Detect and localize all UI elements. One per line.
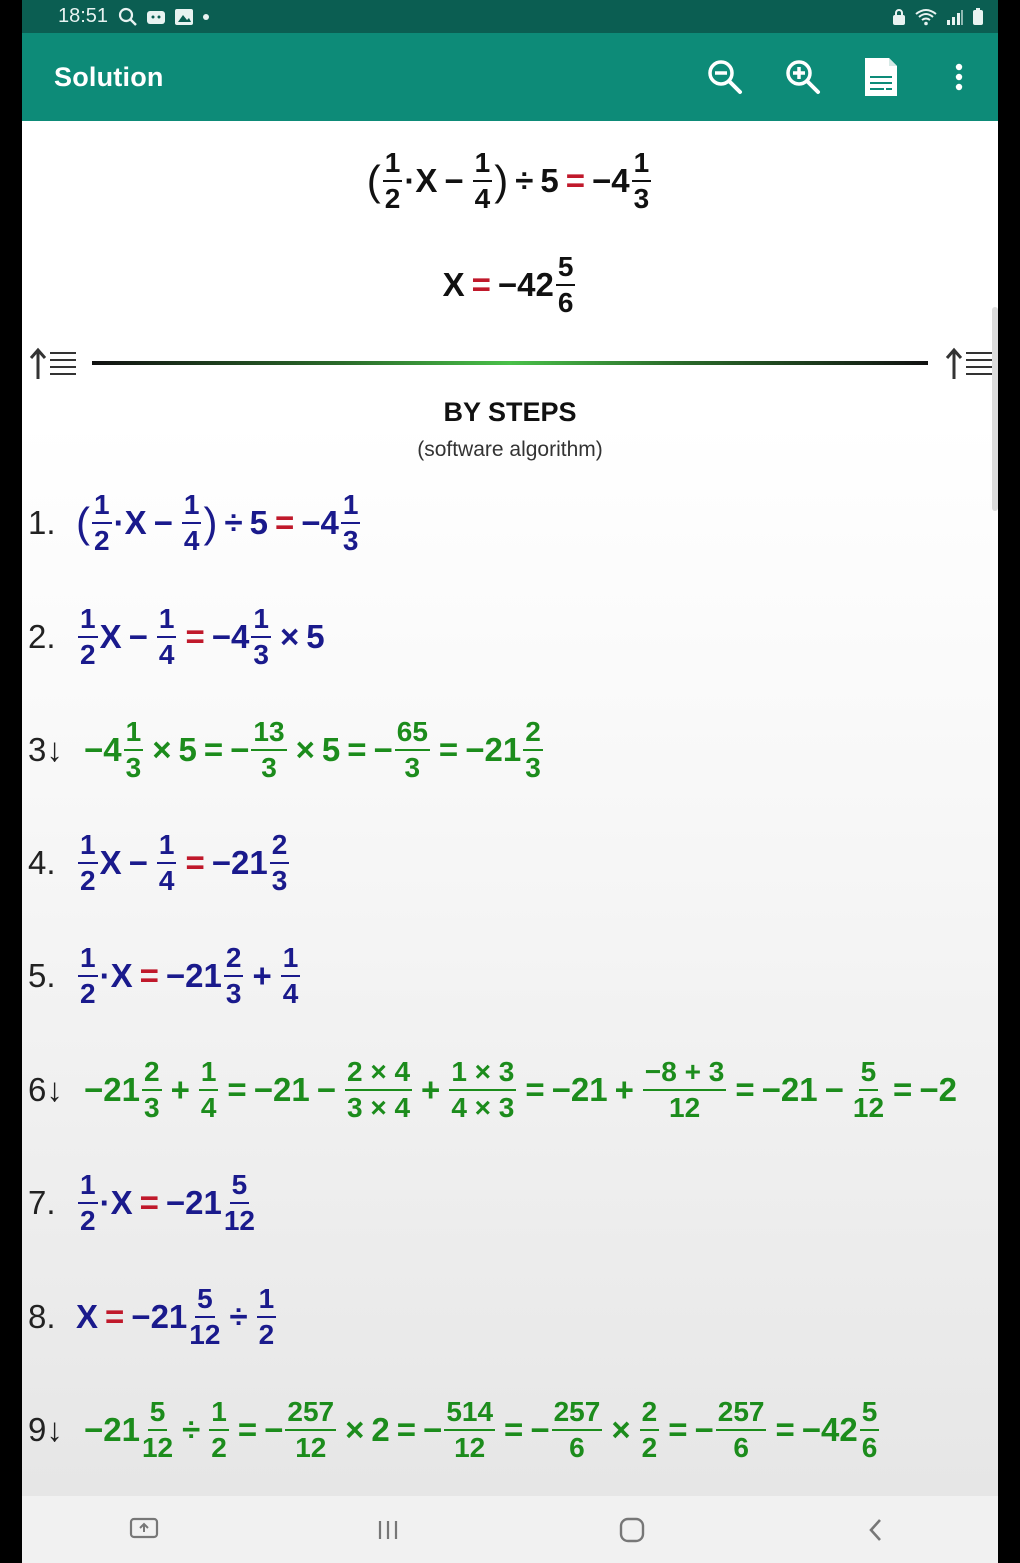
image-notification-icon (174, 8, 194, 26)
status-bar (22, 0, 998, 33)
zoom-out-button[interactable] (686, 33, 764, 121)
step-expression: −4 $\frac{1}{3}$ × 5 = − $\frac{13}{3}$ × 5 = − $\frac{65}{3}$ = −21 $\frac{2}{3}$ (84, 716, 541, 783)
search-notification-icon (118, 7, 138, 27)
fraction: $\frac{1}{2}$ (80, 829, 96, 896)
fraction: $\frac{5}{6}$ (861, 1396, 878, 1463)
step-2 (28, 605, 325, 669)
fraction: $\frac{514}{12}$ (446, 1396, 494, 1463)
step-expression: $\frac{1}{2}$ X − $\frac{1}{4}$ = −4 $\frac{1}{3}$ × 5 (80, 603, 325, 670)
arrow-down-icon: ↓ (46, 1411, 63, 1448)
fraction: $\frac{1}{2}$ (80, 942, 96, 1009)
fraction: $\frac{5}{12}$ (141, 1396, 174, 1463)
fraction: $\frac{-8 + 3}{12}$ (644, 1056, 725, 1123)
arrow-down-icon: ↓ (46, 731, 63, 768)
fraction: $\frac{1}{4}$ (282, 942, 299, 1009)
step-number: 2. (28, 618, 56, 655)
solution-content[interactable] (22, 121, 998, 1496)
step-expression: $\frac{1}{2}$ · X = −21 $\frac{2}{3}$ + $\frac{1}{4}$ (80, 942, 299, 1009)
document-button[interactable] (842, 33, 920, 121)
zoom-in-button[interactable] (764, 33, 842, 121)
fraction: $\frac{1}{3}$ (253, 603, 269, 670)
answer (22, 253, 998, 317)
step-number: 8. (28, 1298, 56, 1335)
step-8 (28, 1285, 278, 1349)
page-title: Solution (54, 61, 164, 92)
step-expression: $\frac{1}{2}$ · X = −21 $\frac{5}{12}$ (80, 1169, 256, 1236)
step-3 (28, 718, 545, 782)
fraction: $\frac{1 \times 3}{4 \times 3}$ (451, 1056, 515, 1123)
recent-apps-icon (376, 1518, 400, 1542)
step-1 (28, 491, 362, 555)
fraction: $\frac{1}{3}$ (125, 716, 142, 783)
step-7 (28, 1171, 257, 1235)
fraction: $\frac{1}{2}$ (258, 1283, 275, 1350)
step-9 (28, 1398, 881, 1462)
status-time: 18:51 (58, 5, 109, 27)
fraction: $\frac{1}{4}$ (183, 489, 200, 556)
fraction: $\frac{2}{3}$ (143, 1056, 160, 1123)
fraction: $\frac{2}{3}$ (225, 942, 242, 1009)
back-button[interactable] (846, 1500, 906, 1560)
fraction: $\frac{65}{3}$ (396, 716, 428, 783)
fraction: $\frac{5}{12}$ (223, 1169, 256, 1236)
fraction: $\frac{2}{3}$ (271, 829, 288, 896)
steps-subtitle: (software algorithm) (417, 438, 603, 461)
step-number: 5. (28, 957, 56, 994)
fraction: $\frac{1}{3}$ (633, 147, 650, 214)
app-window (22, 0, 998, 1563)
step-number: 7. (28, 1184, 56, 1221)
zoom-out-icon (707, 59, 743, 95)
fraction: $\frac{2}{2}$ (641, 1396, 658, 1463)
step-expression: X = −21 $\frac{5}{12}$ ÷ $\frac{1}{2}$ (76, 1283, 275, 1350)
fraction: $\frac{5}{12}$ (189, 1283, 221, 1350)
collapse-steps-icon-right[interactable] (944, 345, 996, 381)
step-4 (28, 831, 291, 895)
fraction: $\frac{1}{2}$ (94, 489, 110, 556)
step-expression: ( $\frac{1}{2}$ · X − $\frac{1}{4}$ ) ÷ 5 = −4 $\frac{1}{3}$ (76, 489, 359, 556)
step-expression: −21 $\frac{2}{3}$ + $\frac{1}{4}$ = −21 − $\frac{2 \times 4}{3 \times 4}$ + $\frac{1 \times 3}{4 \times 3}$ = −21 + $\frac{-8 + 3}{12}$ = −21 − $\frac{5}{12}$ = −2 (84, 1056, 957, 1123)
divider-line (92, 361, 928, 365)
step-number: 9 ↓ (28, 1411, 63, 1448)
overflow-menu-button[interactable] (920, 33, 998, 121)
fraction: $\frac{1}{2}$ (80, 603, 96, 670)
document-icon (862, 55, 900, 99)
fraction: $\frac{1}{2}$ (384, 147, 401, 214)
arrow-down-icon: ↓ (46, 1071, 63, 1108)
fraction: $\frac{13}{3}$ (253, 716, 285, 783)
fraction: $\frac{1}{4}$ (158, 829, 175, 896)
step-expression: −21 $\frac{5}{12}$ ÷ $\frac{1}{2}$ = − $\frac{257}{12}$ × 2 = − $\frac{514}{12}$ = − $\frac{257}{6}$ × $\frac{2}{2}$ = − $\frac{257}{6}$ = −42 $\frac{5}{6}$ (84, 1396, 878, 1463)
screenshot-icon (129, 1517, 159, 1543)
step-6 (28, 1058, 957, 1122)
step-number: 6 ↓ (28, 1071, 63, 1108)
paren-close: ) (494, 157, 509, 204)
divider (22, 339, 998, 387)
more-notifications-dot-icon (202, 13, 210, 21)
fraction: $\frac{1}{4}$ (200, 1056, 217, 1123)
fraction: $\frac{5}{6}$ (557, 251, 574, 318)
step-expression: $\frac{1}{2}$ X − $\frac{1}{4}$ = −21 $\frac{2}{3}$ (80, 829, 288, 896)
fraction: $\frac{257}{6}$ (717, 1396, 765, 1463)
fraction: $\frac{257}{12}$ (287, 1396, 335, 1463)
back-icon (867, 1517, 885, 1543)
fraction: $\frac{1}{3}$ (342, 489, 359, 556)
signal-icon (946, 9, 964, 25)
home-button[interactable] (602, 1500, 662, 1560)
app-bar (22, 33, 998, 121)
more-vert-icon (954, 62, 964, 92)
scrollbar[interactable] (992, 307, 998, 511)
fraction: $\frac{257}{6}$ (553, 1396, 601, 1463)
fraction: $\frac{2 \times 4}{3 \times 4}$ (346, 1056, 411, 1123)
original-equation (22, 149, 998, 213)
fraction: $\frac{1}{4}$ (158, 603, 175, 670)
lock-icon (892, 8, 906, 26)
fraction: $\frac{1}{2}$ (211, 1396, 227, 1463)
fraction: $\frac{2}{3}$ (525, 716, 541, 783)
fraction: $\frac{1}{2}$ (80, 1169, 96, 1236)
step-number: 3 ↓ (28, 731, 63, 768)
zoom-in-icon (785, 59, 821, 95)
fraction: $\frac{1}{4}$ (474, 147, 491, 214)
step-5 (28, 944, 302, 1008)
home-icon (619, 1517, 645, 1543)
step-number: 1. (28, 504, 56, 541)
answer-expression: X = −42 $\frac{5}{6}$ (442, 251, 574, 318)
step-number: 4. (28, 844, 56, 881)
battery-icon (972, 8, 984, 26)
equation-expression: ( $\frac{1}{2}$ · X − $\frac{1}{4}$ ) ÷ 5 = −4 $\frac{1}{3}$ (366, 147, 650, 214)
wifi-icon (914, 8, 938, 26)
android-notification-icon (146, 8, 166, 26)
paren-open: ( (366, 157, 381, 204)
recent-apps-button[interactable] (358, 1500, 418, 1560)
screenshot-button[interactable] (114, 1500, 174, 1560)
steps-heading: BY STEPS (443, 397, 577, 427)
collapse-steps-icon[interactable] (28, 345, 80, 381)
system-nav-bar (22, 1496, 998, 1563)
fraction: $\frac{5}{12}$ (852, 1056, 885, 1123)
